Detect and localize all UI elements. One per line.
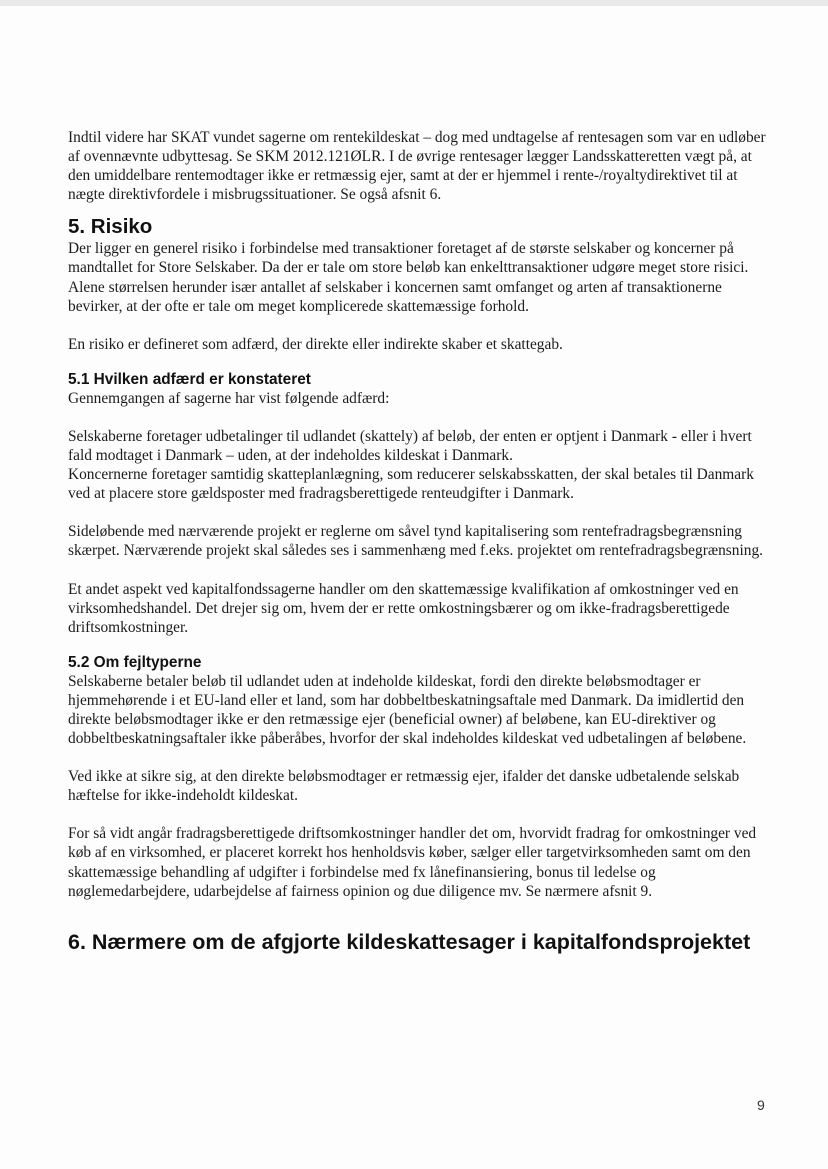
section-5-2-paragraph-3: For så vidt angår fradragsberettigede driftsomkostninger handler det om, hvorvidt fradrag for omkostninger ved køb af en virksomhed, er placeret korrekt hos henholdsvis køber, sælger eller targetvirksomheden samt om den skattemæssige behandling af udgifter i forbindelse med fx lånefinansiering, bonus til ledelse og nøglemedarbejdere, udarbejdelse af fairness opinion og due diligence mv. Se nærmere afsnit 9.	[68, 825, 757, 900]
section-5-1-paragraph-2a: Selskaberne foretager udbetalinger til udlandet (skattely) af beløb, der enten er optjent i Danmark - eller i hvert fald modtaget i Danmark – uden, at der indeholdes kildeskat i Danmark.	[68, 427, 752, 465]
section-5-2-heading: 5.2 Om fejltyperne	[68, 653, 202, 671]
section-5-2-paragraph-1: Selskaberne betaler beløb til udlandet uden at indeholde kildeskat, fordi den direkte beløbsmodtager er hjemmehørende i et EU-land eller et land, som har dobbeltbeskatningsaftale med Danmark. Da imidlertid den direkte beløbsmodtager ikke er den retmæssige ejer (beneficial owner) af beløbene, kan EU-direktiver og dobbeltbeskatningsaftaler ikke påberåbes, hvorfor der skal indeholdes kildeskat ved udbetalingen af beløbene.	[68, 672, 747, 748]
section-5-1-paragraph-3: Sideløbende med nærværende projekt er reglerne om såvel tynd kapitalisering som rentefradragsbegrænsning skærpet. Nærværende projekt skal således ses i sammenhæng med f.eks. projektet om rentefradragsbegrænsning.	[68, 523, 763, 560]
section-5-1-paragraph-4: Et andet aspekt ved kapitalfondssagerne handler om den skattemæssige kvalifikation af omkostninger ved en virksomhedshandel. Det drejer sig om, hvem der er rette omkostningsbærer og om ikke-fradragsberettigede driftsomkostninger.	[68, 580, 739, 636]
section-5-2-paragraph-2: Ved ikke at sikre sig, at den direkte beløbsmodtager er retmæssig ejer, ifalder det danske udbetalende selskab hæftelse for ikke-indeholdt kildeskat.	[68, 768, 740, 805]
section-5-paragraph-1: Der ligger en generel risiko i forbindelse med transaktioner foretaget af de største selskaber og koncerner på mandtallet for Store Selskaber. Da der er tale om store beløb kan enkelttransaktioner udgøre meget store risici. Alene størrelsen herunder især antallet af selskaber i koncernen samt omfanget og arten af transaktionerne bevirker, at der ofte er tale om meget komplicerede skattemæssige forhold.	[68, 240, 749, 315]
section-5-1-paragraph-1: Gennemgangen af sagerne har vist følgende adfærd:	[68, 389, 390, 407]
section-5-1-heading: 5.1 Hvilken adfærd er konstateret	[68, 370, 311, 388]
page-number: 9	[757, 1097, 765, 1113]
intro-paragraph: Indtil videre har SKAT vundet sagerne om rentekildeskat – dog med undtagelse af rentesagen som var en udløber af ovennævnte udbyttesag. Se SKM 2012.121ØLR. I de øvrige rentesager lægger Landsskatteretten vægt på, at den umiddelbare rentemodtager ikke er retmæssig ejer, samt at der er hjemmel i rente-/royaltydirektivet til at nægte direktivfordele i misbrugssituationer. Se også afsnit 6.	[68, 129, 766, 204]
section-6-heading: 6. Nærmere om de afgjorte kildeskattesager i kapitalfondsprojektet	[68, 929, 751, 954]
section-5-heading: 5. Risiko	[68, 215, 153, 239]
scan-top-edge	[0, 0, 828, 6]
section-5-1-paragraph-2b: Koncernerne foretager samtidig skatteplanlægning, som reducerer selskabsskatten, der skal betales til Danmark ved at placere store gældsposter med fradragsberettigede renteudgifter i Danmark.	[68, 466, 754, 503]
document-page	[68, 128, 768, 954]
section-5-paragraph-2: En risiko er defineret som adfærd, der direkte eller indirekte skaber et skattegab.	[68, 335, 563, 353]
